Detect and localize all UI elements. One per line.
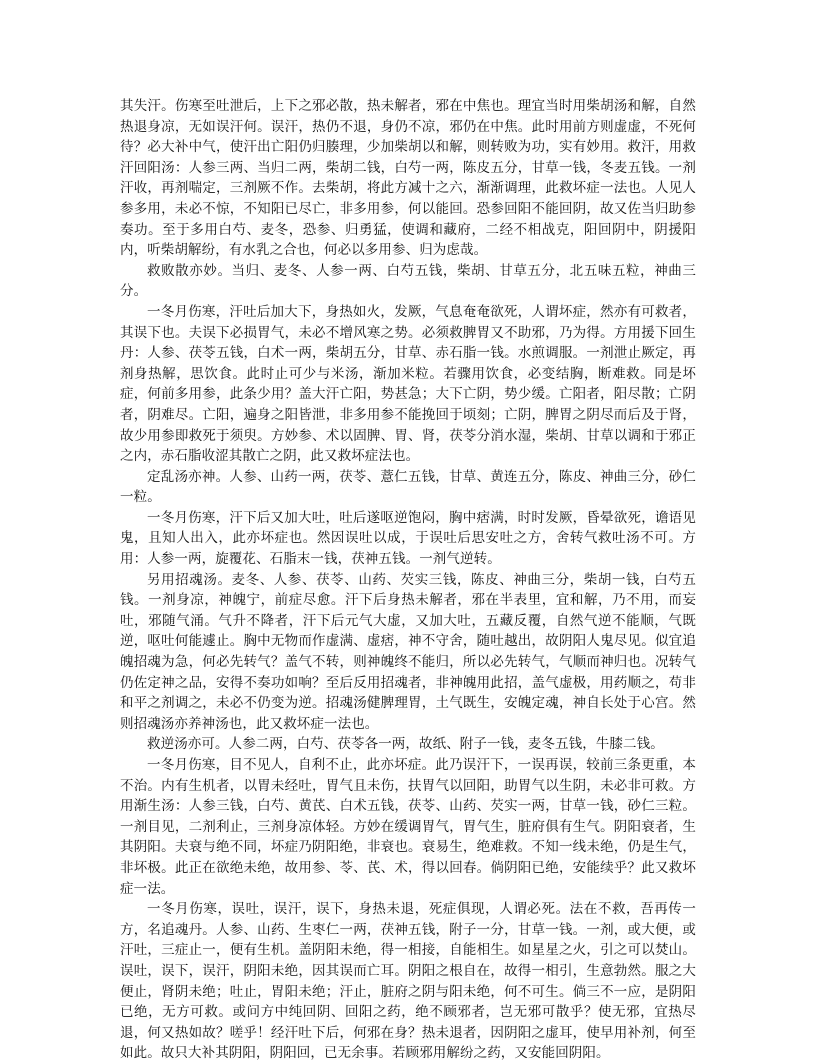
paragraph-1: 其失汗。伤寒至吐泄后，上下之邪必散，热未解者，邪在中焦也。理宜当时用柴胡汤和解，自然热退身凉，无如误汗何。误汗，热仍不退，身仍不凉，邪仍在中焦。此时用前方则虚虚，不死何待？必大补中气，使汗出亡阳仍归腠理，少加柴胡以和解，则转败为功，实有妙用。救汗，用救汗回阳汤：人参三两、当归二两，柴胡二钱，白芍一两，陈皮五分，甘草一钱，冬麦五钱。一剂汗收，再剂喘定，三剂厥不作。去柴胡，将此方减十之六，渐渐调理，此救坏症一法也。人见人参多用，未必不惊，不知阳已尽亡，非多用参，何以能回。恐参回阳不能回阴，故又佐当归助参奏功。至于多用白芍、麦冬，恐参、归勇猛，使调和藏府，二经不相战克，阳回阴中，阴援阳内，听柴胡解纷，有水乳之合也，何必以多用参、归为虑哉。 [120, 98, 696, 259]
paragraph-4: 定乱汤亦神。人参、山药一两，茯苓、薏仁五钱，甘草、黄连五分，陈皮、神曲三分，砂仁一粒。 [120, 468, 696, 506]
paragraph-6: 另用招魂汤。麦冬、人参、茯苓、山药、芡实三钱，陈皮、神曲三分，柴胡一钱，白芍五钱。一剂身凉，神魄宁，前症尽愈。汗下后身热未解者，邪在半表里，宜和解，乃不用，而妄吐，邪随气涌。气升不降者，汗下后元气大虚，又加大吐，五藏反覆，自然气逆不能顺，气既逆，呕吐何能遽止。胸中无物而作虚满、虚痞，神不守舍，随吐越出，故阴阳人鬼尽见。似宜追魄招魂为急，何必先转气？盖气不转，则神魄终不能归，所以必先转气，气顺而神归也。况转气仍佐定神之品，安得不奏功如响？至后反用招魂者，非神魄用此招，盖气虚极，用药顺之，苟非和平之剂调之，未必不仍变为逆。招魂汤健脾理胃，土气既生，安魄定魂，神自长处于心宫。然则招魂汤亦养神汤也，此又救坏症一法也。 [120, 571, 696, 732]
paragraph-3: 一冬月伤寒，汗吐后加大下，身热如火，发厥，气息奄奄欲死，人谓坏症，然亦有可救者，其误下也。夫误下必损胃气，未必不增风寒之势。必须救脾胃又不助邪，乃为得。方用援下回生丹：人参、茯苓五钱，白术一两，柴胡五分，甘草、赤石脂一钱。水煎调服。一剂泄止厥定，再剂身热解，思饮食。此时止可少与米汤，渐加米粒。若骤用饮食，必变结胸，断难救。同是坏症，何前多用参，此条少用？盖大汗亡阳，势甚急；大下亡阴，势少缓。亡阳者，阳尽散；亡阴者，阴难尽。亡阳，遍身之阳皆泄，非多用参不能挽回于顷刻；亡阴，脾胃之阴尽而后及于肾，故少用参即救死于须臾。方妙参、术以固脾、胃、肾，茯苓分消水湿，柴胡、甘草以调和于邪正之内，赤石脂收涩其散亡之阴，此又救坏症法也。 [120, 303, 696, 465]
paragraph-9: 一冬月伤寒，误吐，误汗，误下，身热未退，死症俱现，人谓必死。法在不救，吾再传一方，名追魂丹。人参、山药、生枣仁一两，茯神五钱，附子一分，甘草一钱。一剂，或大便，或汗吐，三症止一，便有生机。盖阴阳未绝，得一相接，自能相生。如星星之火，引之可以焚山。误吐，误下，误汗，阴阳未绝，因其误而亡耳。阴阳之根自在，故得一相引，生意勃然。服之大便止，肾阴未绝；吐止，胃阳未绝；汗止，脏府之阴与阳未绝，何不可生。倘三不一应，是阴阳已绝，无方可救。或问方中纯回阴、回阳之药，绝不顾邪者，岂无邪可散乎？使无邪，宜热尽退，何又热如故？嗟乎！经汗吐下后，何邪在身？热未退者，因阴阳之虚耳，使早用补剂，何至如此。故只大补其阴阳，阴阳回，已无余事。若顾邪用解纷之药，又安能回阴阳。 [120, 901, 696, 1062]
paragraph-2: 救败散亦妙。当归、麦冬、人参一两、白芍五钱，柴胡、甘草五分，北五味五粒，神曲三分。 [120, 262, 696, 300]
paragraph-5: 一冬月伤寒，汗下后又加大吐，吐后遂呕逆饱闷，胸中痞满，时时发厥，昏晕欲死，谵语见鬼，且知人出入，此亦坏症也。然因误吐以成，于误吐后思安吐之方，舍转气救吐汤不可。方用：人参一两，旋覆花、石脂末一钱，茯神五钱。一剂气逆转。 [120, 509, 696, 568]
paragraph-7: 救逆汤亦可。人参二两，白芍、茯苓各一两，故纸、附子一钱，麦冬五钱，牛膝二钱。 [147, 736, 664, 753]
document-page [120, 96, 696, 1064]
paragraph-8: 一冬月伤寒，目不见人，自利不止，此亦坏症。此乃误汗下，一误再误，较前三条更重，本不治。内有生机者，以胃未经吐，胃气且未伤，扶胃气以回阳，助胃气以生阴，未必非可救。方用渐生汤：人参三钱，白芍、黄芪、白术五钱，茯苓、山药、芡实一两，甘草一钱，砂仁三粒。一剂目见，二剂利止，三剂身凉体轻。方妙在缓调胃气，胃气生，脏府俱有生气。阴阳衰者，生其阴阳。夫衰与绝不同，坏症乃阴阳绝，非衰也。衰易生，绝难救。不知一线未绝，仍是生气，非坏极。此正在欲绝未绝，故用参、苓、芪、术，得以回春。倘阴阳已绝，安能续乎？此又救坏症一法。 [120, 757, 696, 897]
